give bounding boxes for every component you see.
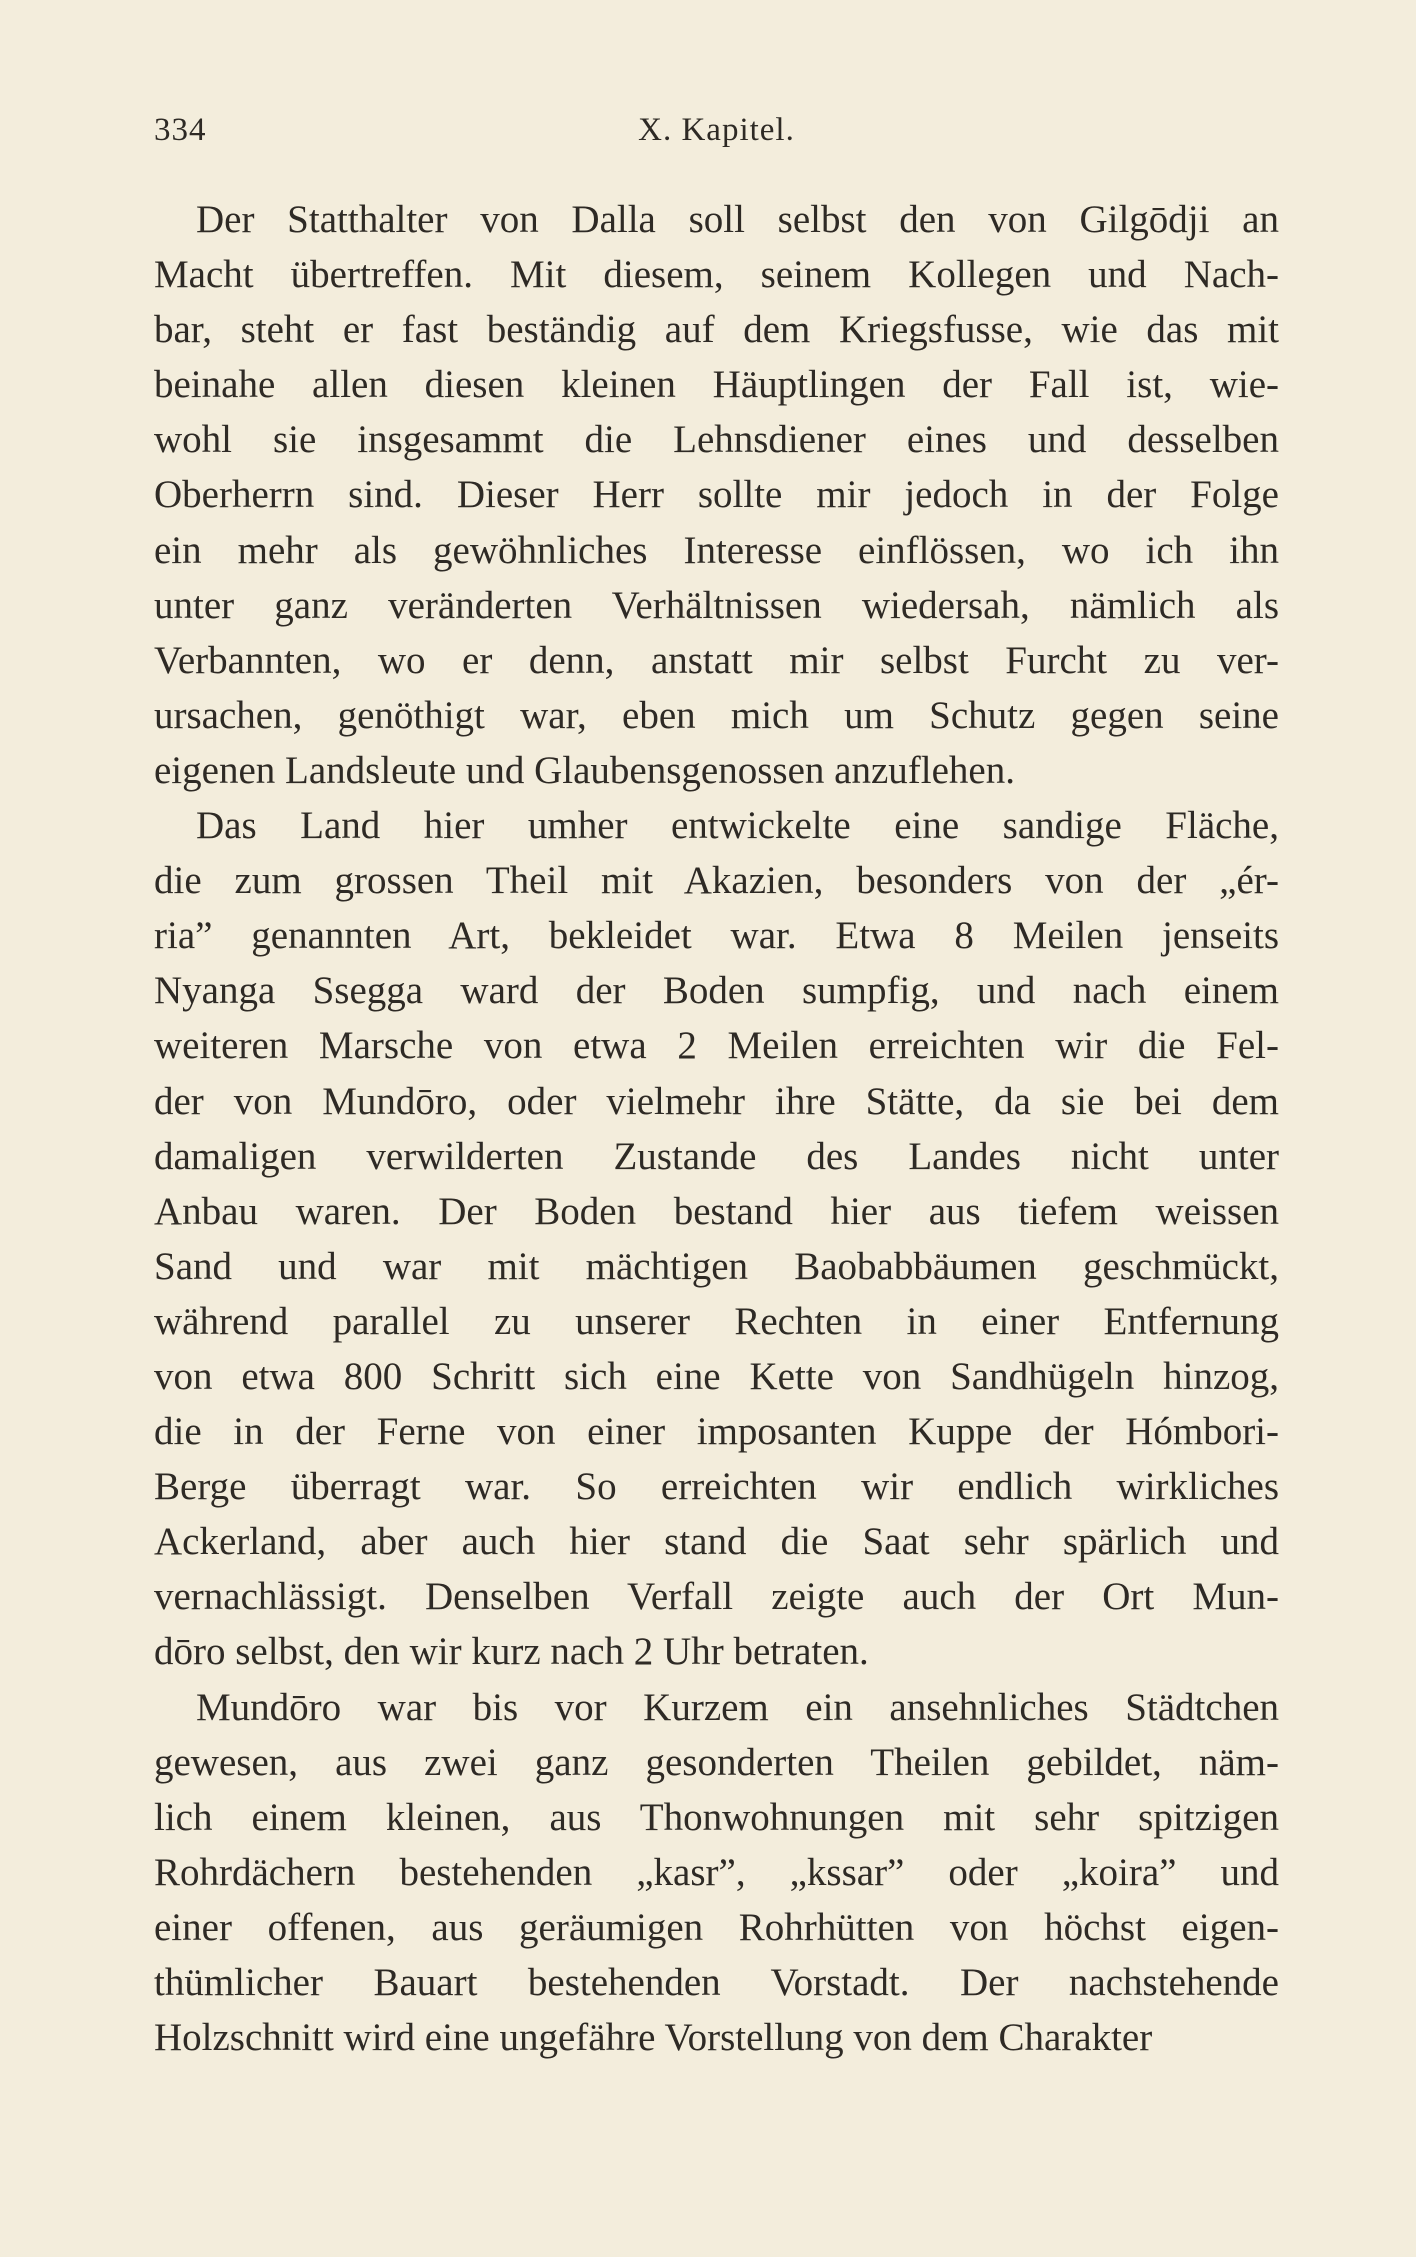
text-line: die in der Ferne von einer imposanten Kuppe der Hómbori-	[154, 1410, 1279, 1454]
text-line: wohl sie insgesammt die Lehnsdiener eines und desselben	[154, 418, 1279, 462]
text-line: von etwa 800 Schritt sich eine Kette von Sandhügeln hinzog,	[154, 1354, 1279, 1398]
text-line: ein mehr als gewöhnliches Interesse einflössen, wo ich ihn	[154, 528, 1279, 572]
paragraph	[154, 798, 1279, 1680]
text-line: dōro selbst, den wir kurz nach 2 Uhr betraten.	[154, 1630, 869, 1674]
page-header	[154, 112, 1279, 162]
text-line: der von Mundōro, oder vielmehr ihre Stätte, da sie bei dem	[154, 1079, 1279, 1123]
text-line: beinahe allen diesen kleinen Häuptlingen der Fall ist, wie-	[154, 363, 1279, 407]
text-line: ria” genannten Art, bekleidet war. Etwa 8 Meilen jenseits	[154, 914, 1279, 958]
text-line: Mundōro war bis vor Kurzem ein ansehnliches Städtchen	[196, 1685, 1279, 1729]
text-line: vernachlässigt. Denselben Verfall zeigte auch der Ort Mun-	[154, 1575, 1279, 1619]
text-line: Verbannten, wo er denn, anstatt mir selbst Furcht zu ver-	[154, 638, 1279, 682]
text-line: Rohrdächern bestehenden „kasr”, „kssar” oder „koira” und	[154, 1850, 1279, 1894]
paragraph	[154, 1680, 1279, 2066]
text-line: eigenen Landsleute und Glaubensgenossen anzuflehen.	[154, 748, 1015, 792]
text-line: Oberherrn sind. Dieser Herr sollte mir jedoch in der Folge	[154, 473, 1279, 517]
text-line: Macht übertreffen. Mit diesem, seinem Kollegen und Nach-	[154, 253, 1279, 297]
text-line: lich einem kleinen, aus Thonwohnungen mit sehr spitzigen	[154, 1795, 1279, 1839]
text-line: ursachen, genöthigt war, eben mich um Schutz gegen seine	[154, 693, 1279, 737]
body-text	[154, 192, 1279, 2065]
paragraph	[154, 192, 1279, 798]
text-line: damaligen verwilderten Zustande des Landes nicht unter	[154, 1134, 1279, 1178]
text-line: weiteren Marsche von etwa 2 Meilen erreichten wir die Fel-	[154, 1024, 1279, 1068]
text-line: einer offenen, aus geräumigen Rohrhütten von höchst eigen-	[154, 1905, 1279, 1949]
text-line: gewesen, aus zwei ganz gesonderten Theilen gebildet, näm-	[154, 1740, 1279, 1784]
text-line: Berge überragt war. So erreichten wir endlich wirkliches	[154, 1465, 1279, 1509]
running-title: X. Kapitel.	[638, 112, 795, 148]
text-line: die zum grossen Theil mit Akazien, besonders von der „ér-	[154, 859, 1279, 903]
text-line: Holzschnitt wird eine ungefähre Vorstellung von dem Charakter	[154, 2016, 1153, 2060]
text-line: Nyanga Ssegga ward der Boden sumpfig, und nach einem	[154, 969, 1279, 1013]
text-line: Anbau waren. Der Boden bestand hier aus tiefem weissen	[154, 1189, 1279, 1233]
text-line: thümlicher Bauart bestehenden Vorstadt. Der nachstehende	[154, 1961, 1279, 2004]
page-number: 334	[154, 112, 207, 148]
text-line: während parallel zu unserer Rechten in einer Entfernung	[154, 1299, 1279, 1343]
text-line: Ackerland, aber auch hier stand die Saat sehr spärlich und	[154, 1520, 1279, 1564]
text-line: Sand und war mit mächtigen Baobabbäumen geschmückt,	[154, 1244, 1279, 1288]
text-line: Das Land hier umher entwickelte eine sandige Fläche,	[196, 804, 1279, 848]
text-line: unter ganz veränderten Verhältnissen wiedersah, nämlich als	[154, 583, 1279, 627]
text-line: bar, steht er fast beständig auf dem Kriegsfusse, wie das mit	[154, 308, 1279, 352]
text-line: Der Statthalter von Dalla soll selbst den von Gilgōdji an	[196, 198, 1279, 241]
